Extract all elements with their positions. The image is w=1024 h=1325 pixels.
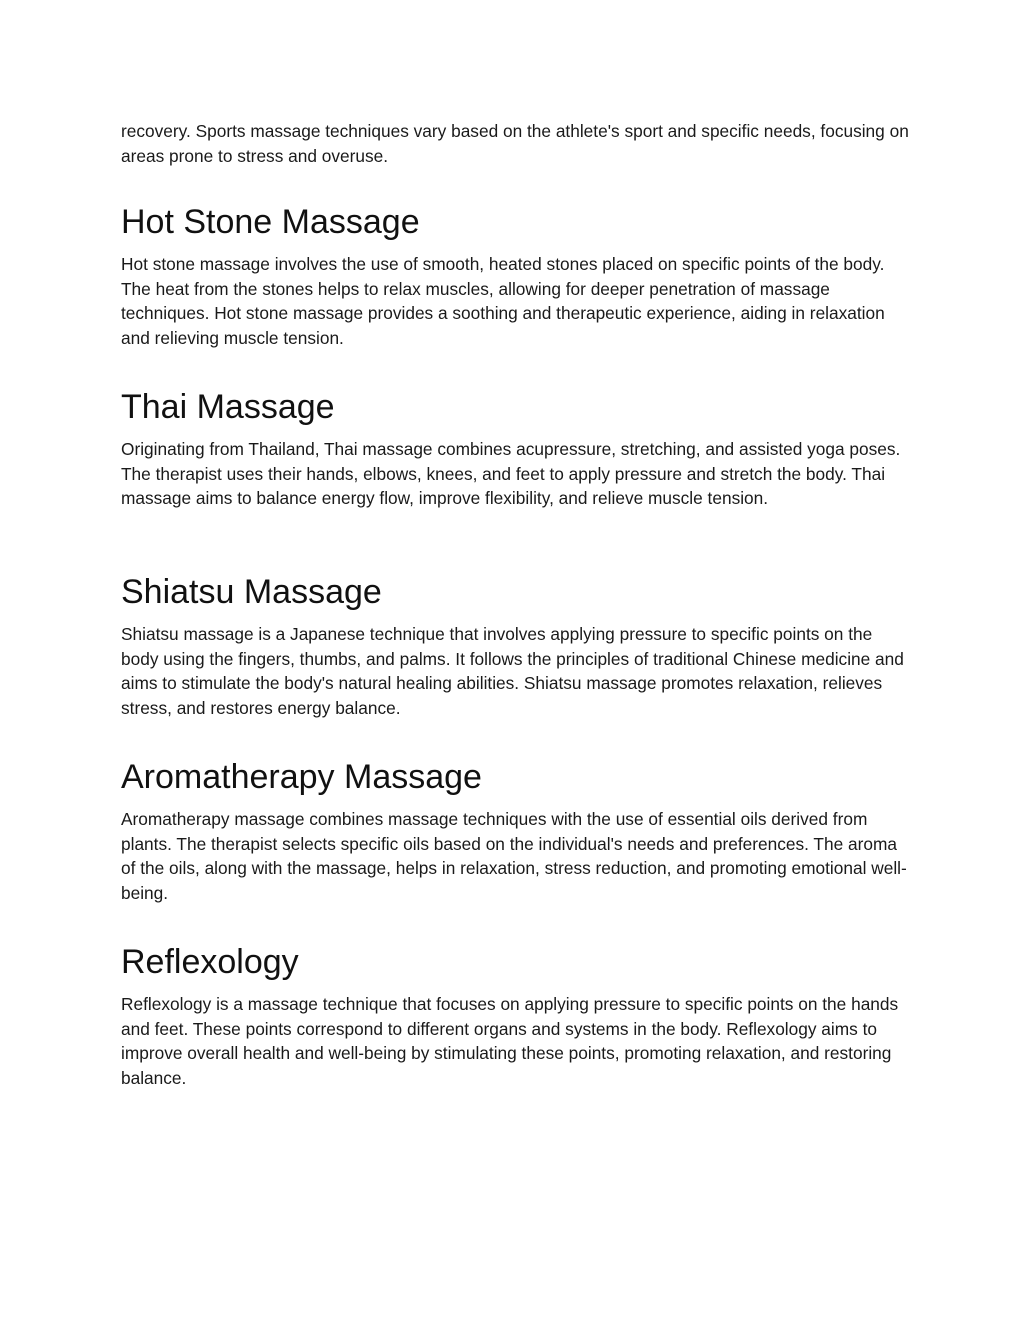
section-hot-stone-massage [121,202,911,350]
section-heading: Shiatsu Massage [121,573,382,611]
section-body: Hot stone massage involves the use of smooth, heated stones placed on specific points of the body. The heat from the stones helps to relax muscles, allowing for deeper penetration of massage techniques. Hot stone massage provides a soothing and therapeutic experience, aiding in relaxation and relieving muscle tension. [121,254,885,348]
section-heading: Hot Stone Massage [121,203,420,241]
section-body: Originating from Thailand, Thai massage combines acupressure, stretching, and assisted yoga poses. The therapist uses their hands, elbows, knees, and feet to apply pressure and stretch the body. Thai massage aims to balance energy flow, improve flexibility, and relieve muscle tension. [121,439,901,508]
section-body: Reflexology is a massage technique that focuses on applying pressure to specific points on the hands and feet. These points correspond to different organs and systems in the body. Reflexology aims to improve overall health and well-being by stimulating these points, promoting relaxation, and restoring balance. [121,994,899,1088]
section-thai-massage [121,387,911,511]
section-body: Aromatherapy massage combines massage techniques with the use of essential oils derived from plants. The therapist selects specific oils based on the individual's needs and preferences. The aroma of the oils, along with the massage, helps in relaxation, stress reduction, and promoting emotional well-being. [121,809,907,903]
section-heading: Thai Massage [121,388,335,426]
section-body: Shiatsu massage is a Japanese technique that involves applying pressure to specific points on the body using the fingers, thumbs, and palms. It follows the principles of traditional Chinese medicine and aims to stimulate the body's natural healing abilities. Shiatsu massage promotes relaxation, relieves stress, and restores energy balance. [121,624,904,718]
section-shiatsu-massage [121,572,911,720]
section-aromatherapy-massage [121,757,911,905]
section-heading: Aromatherapy Massage [121,758,482,796]
section-reflexology [121,942,911,1090]
section-heading: Reflexology [121,943,299,981]
intro-paragraph: recovery. Sports massage techniques vary based on the athlete's sport and specific needs, focusing on areas prone to stress and overuse. [121,121,909,166]
